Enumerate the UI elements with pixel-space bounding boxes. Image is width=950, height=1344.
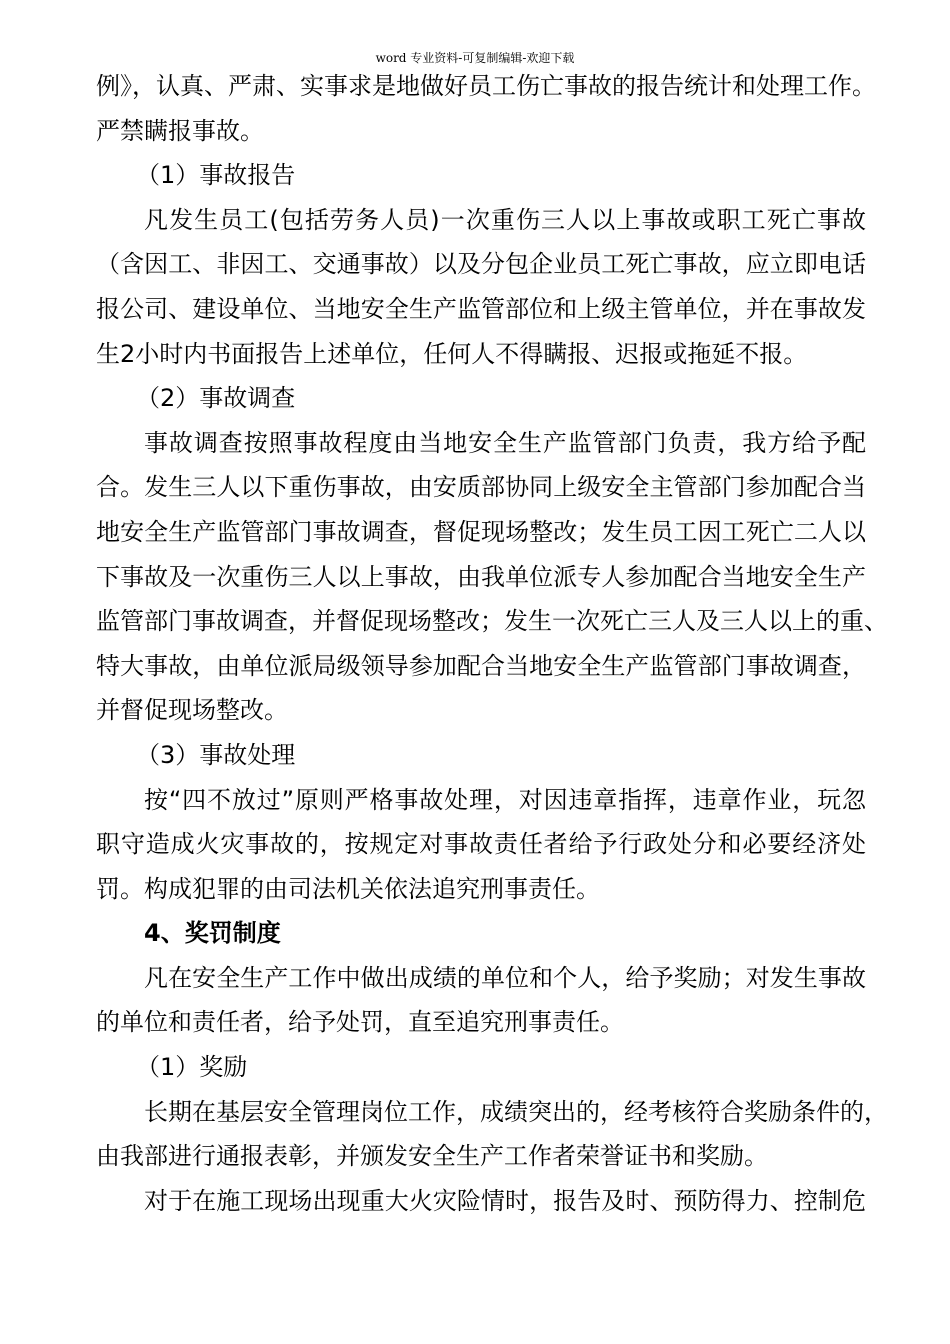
subsection-heading-accident-investigation: （2）事故调查 [136, 384, 296, 413]
document-body [96, 64, 888, 1223]
paragraph-line: 特大事故，由单位派局级领导参加配合当地安全生产监管部门事故调查， [96, 651, 866, 680]
paragraph-line: 对于在施工现场出现重大火灾险情时，报告及时、预防得力、控制危 [144, 1186, 866, 1215]
paragraph-line: 按“四不放过”原则严格事故处理，对因违章指挥，违章作业，玩忽 [144, 785, 866, 814]
paragraph-line: （含因工、非因工、交通事故）以及分包企业员工死亡事故，应立即电话 [96, 250, 866, 279]
paragraph-line: 职守造成火灾事故的，按规定对事故责任者给予行政处分和必要经济处 [96, 830, 866, 859]
paragraph-line: 报公司、建设单位、当地安全生产监管部位和上级主管单位，并在事故发 [96, 294, 866, 323]
paragraph-line: 罚。构成犯罪的由司法机关依法追究刑事责任。 [96, 874, 600, 903]
paragraph-line: 生2小时内书面报告上述单位，任何人不得瞒报、迟报或拖延不报。 [96, 339, 808, 368]
paragraph-line: 合。发生三人以下重伤事故，由安质部协同上级安全主管部门参加配合当 [96, 473, 866, 502]
section-heading-reward-punishment: 4、奖罚制度 [144, 919, 281, 948]
paragraph-line: 监管部门事故调查，并督促现场整改；发生一次死亡三人及三人以上的重、 [96, 607, 888, 636]
paragraph-line: 地安全生产监管部门事故调查，督促现场整改；发生员工因工死亡二人以 [96, 517, 866, 546]
paragraph-line: 的单位和责任者，给予处罚，直至追究刑事责任。 [96, 1008, 624, 1037]
subsection-heading-accident-handling: （3）事故处理 [136, 740, 296, 769]
paragraph-line: 由我部进行通报表彰，并颁发安全生产工作者荣誉证书和奖励。 [96, 1142, 768, 1171]
paragraph-line: 凡在安全生产工作中做出成绩的单位和个人，给予奖励；对发生事故 [144, 963, 866, 992]
paragraph-line: 下事故及一次重伤三人以上事故，由我单位派专人参加配合当地安全生产 [96, 562, 866, 591]
page-header: word 专业资料-可复制编辑-欢迎下载 [375, 51, 575, 65]
paragraph-line: 长期在基层安全管理岗位工作，成绩突出的，经考核符合奖励条件的， [144, 1097, 888, 1126]
paragraph-line: 严禁瞒报事故。 [96, 116, 264, 145]
subsection-heading-reward: （1）奖励 [136, 1053, 248, 1082]
paragraph-line: 例》，认真、严肃、实事求是地做好员工伤亡事故的报告统计和处理工作。 [96, 72, 876, 100]
paragraph-line: 凡发生员工(包括劳务人员)一次重伤三人以上事故或职工死亡事故 [144, 205, 866, 234]
subsection-heading-accident-report: （1）事故报告 [136, 161, 296, 190]
paragraph-line: 并督促现场整改。 [96, 696, 288, 725]
paragraph-line: 事故调查按照事故程度由当地安全生产监管部门负责，我方给予配 [144, 428, 866, 457]
